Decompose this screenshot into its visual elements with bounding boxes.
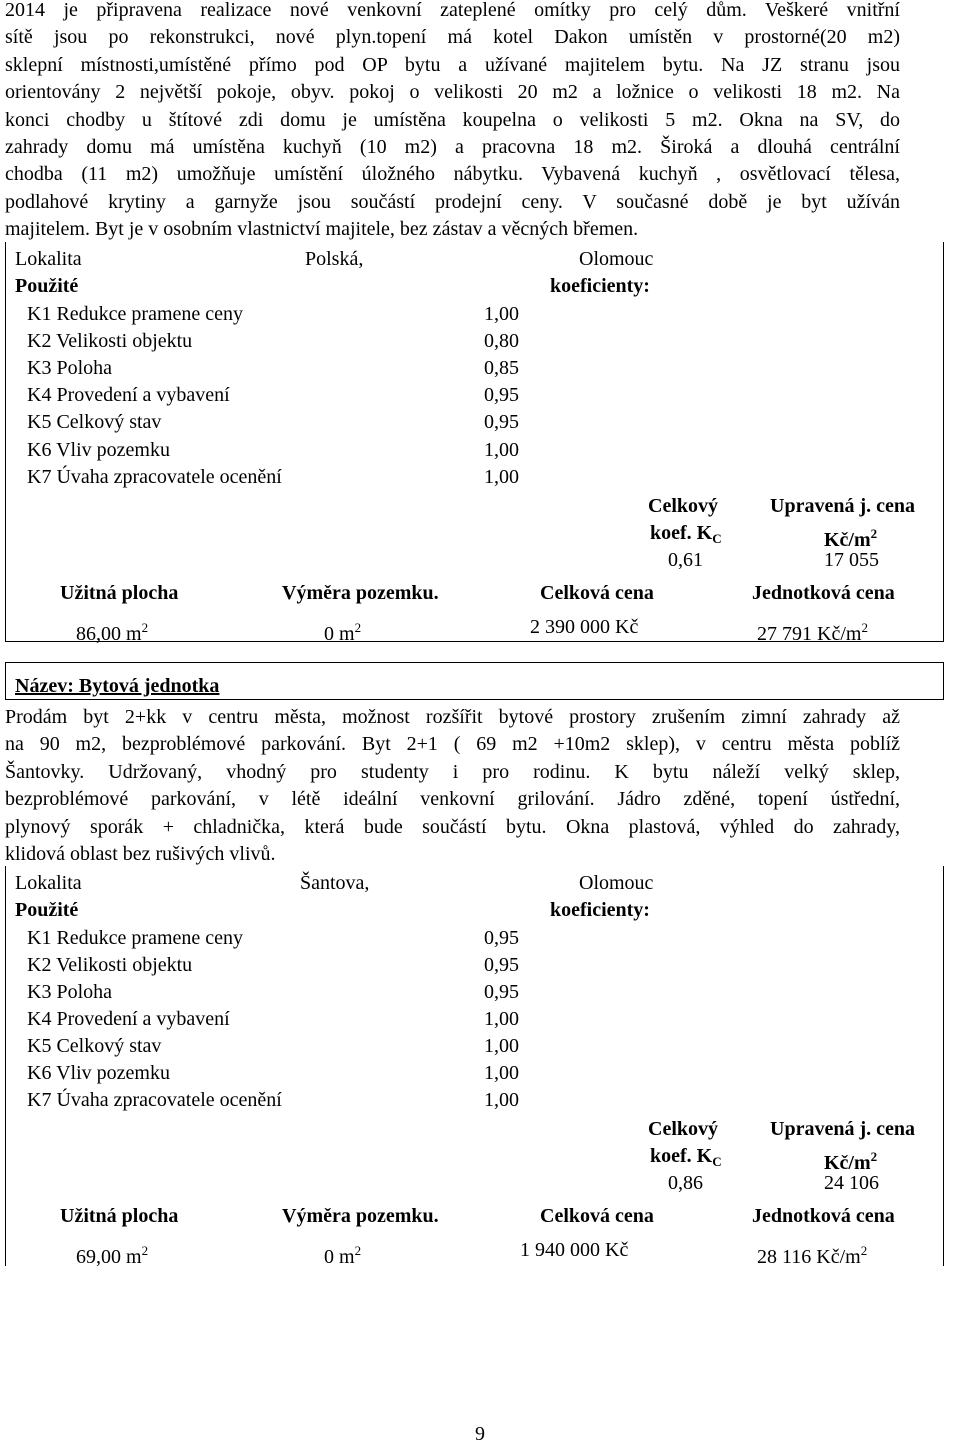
jednotkova-value: 28 116 $Kč/m^2$: [757, 1243, 868, 1268]
coefficient-name: K3 Poloha: [27, 357, 112, 379]
listing-title-top-border: [5, 662, 944, 663]
vymera-value: 0 $m^2$: [324, 1243, 362, 1268]
coefficient-name: K2 Velikosti objektu: [27, 954, 193, 976]
listing-title-left-border: [5, 662, 6, 700]
coefficient-name: K7 Úvaha zpracovatele ocenění: [27, 466, 282, 488]
koef-label: koef. $K_C$: [650, 522, 722, 546]
text-line: klidová oblast bez rušivých vlivů.: [5, 842, 276, 865]
celkovy-label: Celkový: [648, 1118, 718, 1140]
koef-value: 0,61: [668, 549, 703, 571]
table-border-right: [943, 242, 944, 642]
coefficient-value: 1,00: [484, 303, 519, 325]
pouzite-label: Použité: [15, 899, 79, 921]
celkova-value: 2 390 000 Kč: [530, 616, 639, 638]
listing-title-bottom-border: [5, 699, 944, 700]
coefficient-name: K6 Vliv pozemku: [27, 439, 170, 461]
vymera-label: Výměra pozemku.: [282, 582, 439, 604]
intro-paragraph: [5, 0, 900, 244]
text-line: orientovány 2 největší pokoje, obyv. pokoj o velikosti 20 m2 a ložnice o velikosti 18 m2. Na: [5, 81, 900, 104]
pouzite-label: Použité: [15, 275, 79, 297]
kc-m-label: $Kč/m^2$: [824, 1149, 878, 1174]
uzitna-value: 69,00 $m^2$: [76, 1243, 149, 1268]
text-line: konci chodby u štítové zdi domu je umístěna koupelna o velikosti 5 m2. Okna na SV, do: [5, 108, 900, 131]
text-line: Šantovky. Udržovaný, vhodný pro studenty i pro rodinu. K bytu náleží velký sklep,: [5, 760, 900, 783]
text-line: plynový sporák + chladnička, která bude součástí bytu. Okna plastová, výhled do zahrady,: [5, 815, 900, 838]
koef-value: 0,86: [668, 1172, 703, 1194]
listing-title-right-border: [943, 662, 944, 700]
table-border-right: [943, 866, 944, 1266]
celkova-label: Celková cena: [540, 582, 654, 604]
upravena-label: Upravená j. cena: [770, 495, 915, 517]
lokalita-label: Lokalita: [15, 248, 82, 270]
lokalita-city: Olomouc: [579, 248, 654, 270]
coefficient-name: K2 Velikosti objektu: [27, 330, 193, 352]
koeficienty-label: koeficienty:: [550, 899, 650, 921]
coefficient-name: K5 Celkový stav: [27, 1035, 162, 1057]
coefficient-value: 1,00: [484, 1008, 519, 1030]
coefficient-value: 0,95: [484, 927, 519, 949]
coefficient-name: K7 Úvaha zpracovatele ocenění: [27, 1089, 282, 1111]
text-line: Prodám byt 2+kk v centru města, možnost rozšířit bytové prostory zrušením zimní zahrady až: [5, 706, 900, 728]
jednotkova-label: Jednotková cena: [752, 1205, 895, 1227]
coefficient-value: 1,00: [484, 439, 519, 461]
celkova-label: Celková cena: [540, 1205, 654, 1227]
text-line: 2014 je připravena realizace nové venkovní zateplené omítky pro celý dům. Veškeré vnitřní: [5, 0, 900, 21]
vymera-label: Výměra pozemku.: [282, 1205, 439, 1227]
coefficient-name: K4 Provedení a vybavení: [27, 1008, 230, 1030]
coefficient-name: K1 Redukce pramene ceny: [27, 927, 244, 949]
text-line: sítě jsou po rekonstrukci, nové plyn.topení má kotel Dakon umístěn v prostorné(20 m2): [5, 26, 900, 49]
coefficient-name: K4 Provedení a vybavení: [27, 384, 230, 406]
coefficient-name: K1 Redukce pramene ceny: [27, 303, 244, 325]
text-line: majitelem. Byt je v osobním vlastnictví majitele, bez zástav a věcných břemen.: [5, 218, 639, 241]
listing-title: Název: Bytová jednotka: [15, 675, 220, 697]
uzitna-label: Užitná plocha: [60, 582, 179, 604]
coefficient-value: 0,80: [484, 330, 519, 352]
celkova-value: 1 940 000 Kč: [520, 1239, 629, 1261]
celkovy-label: Celkový: [648, 495, 718, 517]
coefficient-name: K3 Poloha: [27, 981, 112, 1003]
coefficient-value: 1,00: [484, 1062, 519, 1084]
text-line: sklepní místnosti,umístěné přímo pod OP bytu a užívané majitelem bytu. Na JZ stranu jsou: [5, 53, 900, 76]
coefficient-value: 0,95: [484, 954, 519, 976]
text-line: podlahové krytiny a garnyže jsou součástí prodejní ceny. V současné době je byt užíván: [5, 190, 900, 213]
coefficient-value: 1,00: [484, 466, 519, 488]
text-line: bezproblémové parkování, v létě ideální venkovní grilování. Jádro zděné, topení ústřední,: [5, 788, 900, 811]
uzitna-value: 86,00 $m^2$: [76, 620, 149, 645]
coefficient-value: 1,00: [484, 1035, 519, 1057]
text-line: na 90 m2, bezproblémové parkování. Byt 2+1 ( 69 m2 +10m2 sklep), v centru města poblíž: [5, 733, 900, 756]
koeficienty-label: koeficienty:: [550, 275, 650, 297]
upravena-value: 17 055: [824, 549, 879, 571]
jednotkova-value: 27 791 $Kč/m^2$: [757, 620, 868, 645]
coefficient-value: 0,95: [484, 384, 519, 406]
coefficient-value: 0,95: [484, 411, 519, 433]
upravena-value: 24 106: [824, 1172, 879, 1194]
listing-description: [5, 704, 900, 868]
coefficient-name: K6 Vliv pozemku: [27, 1062, 170, 1084]
lokalita-city: Olomouc: [579, 872, 654, 894]
coefficient-name: K5 Celkový stav: [27, 411, 162, 433]
text-line: zahrady domu má umístěna kuchyň (10 m2) a pracovna 18 m2. Široká a dlouhá centrální: [5, 135, 900, 158]
text-line: chodba (11 m2) umožňuje umístění úložného nábytku. Vybavená kuchyň , osvětlovací tělesa,: [5, 163, 900, 186]
coefficient-value: 1,00: [484, 1089, 519, 1111]
koef-label: koef. $K_C$: [650, 1145, 722, 1169]
table-border-left: [5, 242, 6, 642]
lokalita-street: Šantova,: [300, 872, 370, 894]
table-border-left: [5, 866, 6, 1266]
lokalita-street: Polská,: [305, 248, 364, 270]
jednotkova-label: Jednotková cena: [752, 582, 895, 604]
page-number: 9: [475, 1423, 485, 1445]
lokalita-label: Lokalita: [15, 872, 82, 894]
coefficient-value: 0,85: [484, 357, 519, 379]
uzitna-label: Užitná plocha: [60, 1205, 179, 1227]
coefficient-value: 0,95: [484, 981, 519, 1003]
kc-m-label: $Kč/m^2$: [824, 526, 878, 551]
vymera-value: 0 $m^2$: [324, 620, 362, 645]
upravena-label: Upravená j. cena: [770, 1118, 915, 1140]
